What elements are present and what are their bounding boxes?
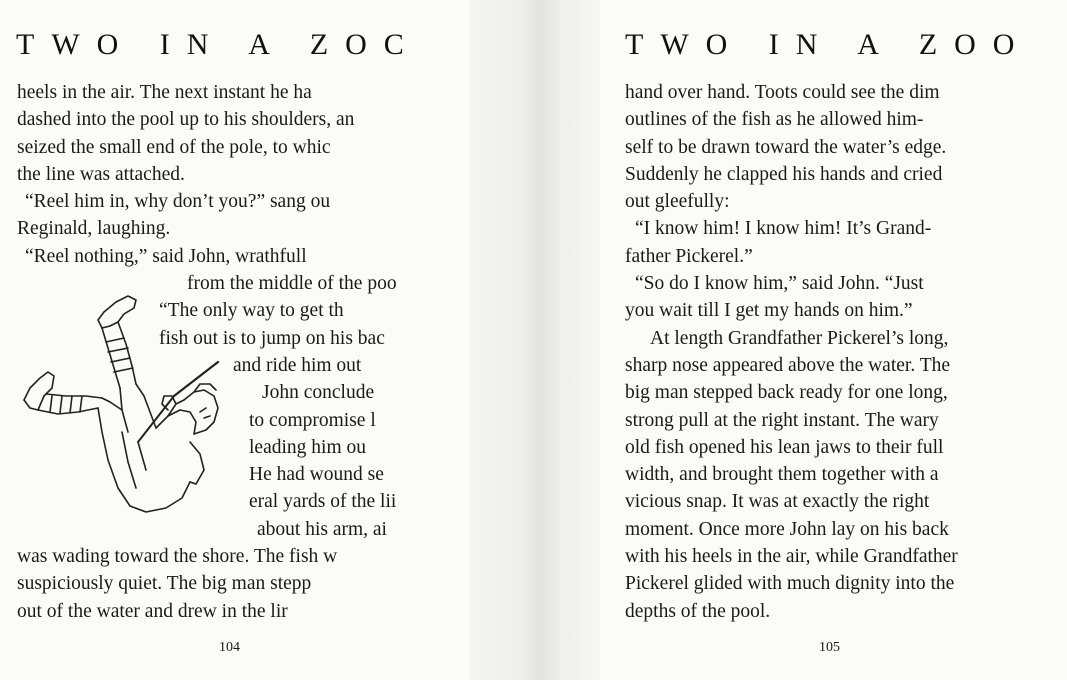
- text-line: from the middle of the poo: [187, 273, 397, 295]
- text-line: out gleefully:: [625, 191, 730, 213]
- left-page: [0, 0, 470, 680]
- text-line: old fish opened his lean jaws to their full: [625, 436, 944, 458]
- text-line: Suddenly he clapped his hands and cried: [625, 163, 943, 185]
- text-line: “The only way to get th: [159, 300, 344, 322]
- right-body-text: [625, 79, 1045, 625]
- text-line: was wading toward the shore. The fish w: [17, 546, 338, 568]
- text-line: seized the small end of the pole, to whic: [17, 136, 331, 158]
- text-line: the line was attached.: [17, 163, 185, 185]
- book-gutter: [470, 0, 600, 680]
- text-line: “So do I know him,” said John. “Just: [635, 273, 924, 295]
- text-line: “Reel him in, why don’t you?” sang ou: [25, 191, 331, 213]
- text-line: strong pull at the right instant. The wary: [625, 409, 939, 431]
- man-falling-with-pole-sketch-icon: [18, 292, 243, 542]
- text-line: hand over hand. Toots could see the dim: [625, 82, 940, 103]
- text-line: He had wound se: [249, 464, 384, 486]
- text-line: width, and brought them together with a: [625, 464, 939, 486]
- text-line: outlines of the fish as he allowed him-: [625, 109, 924, 131]
- right-page-number: 105: [819, 640, 840, 655]
- text-line: about his arm, ai: [257, 518, 387, 540]
- text-line: suspiciously quiet. The big man stepp: [17, 573, 312, 595]
- text-line: “I know him! I know him! It’s Grand-: [635, 218, 932, 240]
- text-line: fish out is to jump on his bac: [159, 327, 385, 349]
- text-line: moment. Once more John lay on his back: [625, 518, 949, 540]
- text-line: sharp nose appeared above the water. The: [625, 354, 951, 376]
- text-line: Reginald, laughing.: [17, 218, 171, 240]
- right-running-head: TWO IN A ZOO: [625, 28, 1032, 61]
- text-line: to compromise l: [249, 409, 376, 431]
- text-line: and ride him out: [233, 354, 362, 376]
- text-line: Pickerel glided with much dignity into the: [625, 573, 955, 595]
- text-line: depths of the pool.: [625, 600, 771, 622]
- text-line: out of the water and drew in the lir: [17, 600, 288, 622]
- text-line: self to be drawn toward the water’s edge.: [625, 136, 947, 158]
- right-page: [600, 0, 1067, 680]
- text-line: dashed into the pool up to his shoulders, an: [17, 109, 355, 131]
- text-line: eral yards of the lii: [249, 491, 397, 513]
- text-line: you wait till I get my hands on him.”: [625, 300, 913, 322]
- text-line: heels in the air. The next instant he ha: [17, 82, 312, 103]
- text-line: father Pickerel.”: [625, 245, 753, 267]
- text-line: with his heels in the air, while Grandfather: [625, 546, 958, 568]
- text-line: leading him ou: [249, 436, 366, 458]
- text-line: big man stepped back ready for one long,: [625, 382, 948, 404]
- text-line: At length Grandfather Pickerel’s long,: [650, 327, 949, 349]
- text-line: John conclude: [262, 382, 375, 404]
- left-running-head: TWO IN A ZOC: [16, 28, 421, 61]
- text-line: “Reel nothing,” said John, wrathfull: [25, 245, 307, 267]
- text-line: vicious snap. It was at exactly the right: [625, 491, 930, 513]
- left-page-number: 104: [219, 640, 240, 655]
